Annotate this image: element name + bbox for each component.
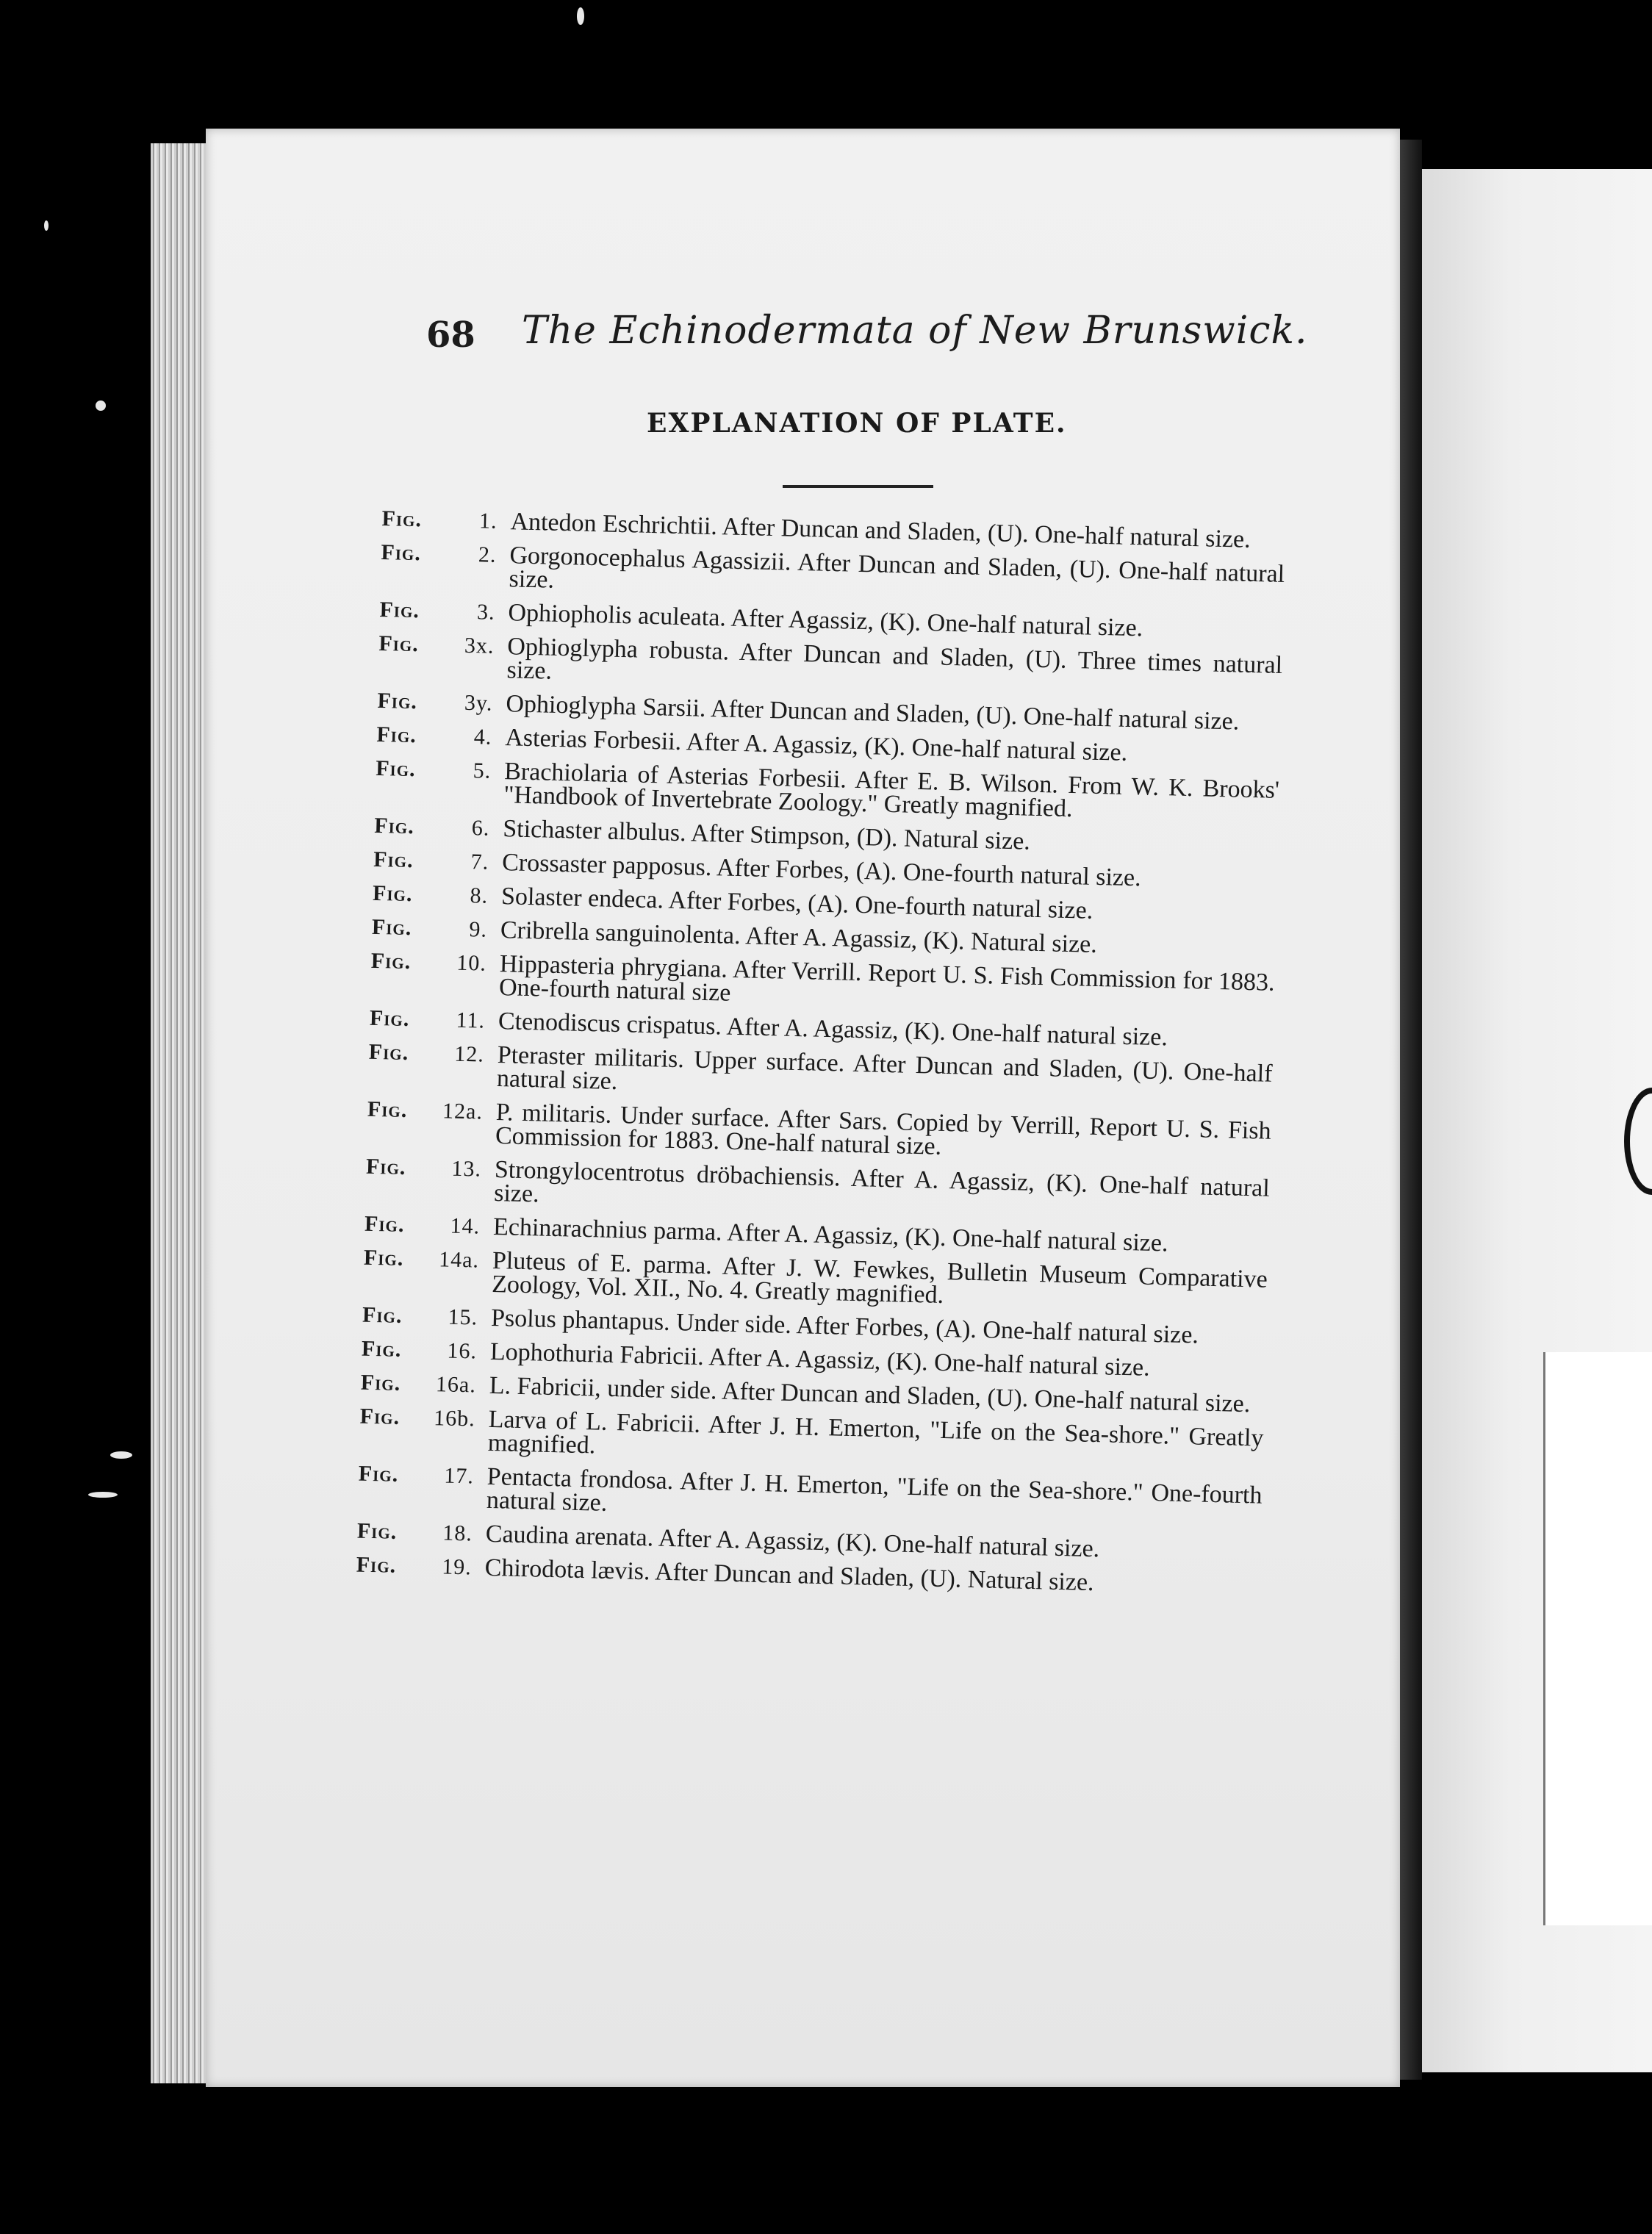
figure-label <box>358 1462 487 1489</box>
figure-number: 14a. <box>438 1247 480 1273</box>
figure-caption: Caudina arenata. After A. Agassiz, (K). One-half natural size. <box>485 1520 1100 1563</box>
figure-caption: Strongylocentrotus dröbachiensis. After A. Agassiz, (K). One-half natural size. <box>493 1156 1271 1208</box>
running-title: The Echinodermata of New Brunswick. <box>522 309 1308 353</box>
figure-label <box>371 949 500 976</box>
figure-label <box>367 1098 497 1124</box>
figure-caption: Solaster endeca. After Forbes, (A). One-fourth natural size. <box>500 883 1093 924</box>
figure-number: 3x. <box>464 633 495 658</box>
figure-number: 1. <box>478 509 498 534</box>
plate-explanation-list <box>356 507 1286 1609</box>
figure-label <box>376 757 505 783</box>
gutter-shadow <box>1400 140 1422 2080</box>
figure-word: Fig. <box>381 539 422 566</box>
figure-label <box>362 1304 492 1330</box>
figure-number: 9. <box>469 917 488 942</box>
figure-number: 18. <box>442 1520 473 1546</box>
figure-word: Fig. <box>370 948 412 974</box>
figure-label <box>379 598 509 625</box>
figure-number: 4. <box>473 725 492 750</box>
figure-word: Fig. <box>379 597 420 623</box>
section-title: EXPLANATION OF PLATE. <box>647 408 1067 439</box>
figure-number: 16a. <box>435 1372 477 1398</box>
figure-label <box>372 916 501 942</box>
figure-number: 12a. <box>442 1099 484 1124</box>
figure-label <box>364 1246 493 1273</box>
figure-caption: Brachiolaria of Asterias Forbesii. After E. B. Wilson. From W. K. Brooks' "Handbook of Invertebrate Zoology." Greatly magnified. <box>503 758 1280 823</box>
figure-number: 8. <box>470 883 489 908</box>
figure-number: 11. <box>456 1008 486 1033</box>
figure-caption: Asterias Forbesii. After A. Agassiz, (K). One-half natural size. <box>504 724 1128 766</box>
figure-word: Fig. <box>372 880 413 907</box>
title-rule <box>783 485 933 488</box>
figure-number: 16. <box>447 1338 478 1364</box>
figure-label <box>378 632 508 658</box>
figure-caption: P. militaris. Under surface. After Sars. Copied by Verrill, Report U. S. Fish Commission for 1883. One-half natural size. <box>495 1099 1272 1160</box>
figure-label <box>359 1405 489 1432</box>
facing-page-fold <box>1543 1352 1652 1925</box>
figure-number: 14. <box>450 1213 481 1239</box>
dust-speck <box>88 1492 118 1498</box>
figure-label <box>376 723 506 750</box>
figure-word: Fig. <box>363 1245 404 1271</box>
page-number: 68 <box>426 315 475 356</box>
figure-number: 10. <box>456 950 487 976</box>
figure-caption: Pentacta frondosa. After J. H. Emerton, "Life on the Sea-shore." One-fourth natural size. <box>486 1462 1263 1517</box>
figure-label <box>368 1041 498 1067</box>
figure-word: Fig. <box>371 914 412 941</box>
figure-caption: Echinarachnius parma. After A. Agassiz, (K). One-half natural size. <box>492 1213 1168 1257</box>
figure-number: 17. <box>443 1463 475 1489</box>
page-edges <box>151 143 209 2083</box>
running-head <box>426 309 1308 367</box>
figure-caption: Pteraster militaris. Upper surface. After Duncan and Sladen, (U). One-half natural size. <box>496 1041 1273 1096</box>
figure-word: Fig. <box>360 1370 401 1396</box>
figure-caption: Crossaster papposus. After Forbes, (A). One-fourth natural size. <box>501 849 1142 892</box>
figure-number: 12. <box>453 1041 485 1067</box>
figure-word: Fig. <box>375 755 417 782</box>
figure-label <box>360 1371 489 1398</box>
figure-word: Fig. <box>358 1461 399 1487</box>
figure-word: Fig. <box>359 1404 401 1429</box>
figure-label <box>362 1337 491 1364</box>
figure-caption: Ophioglypha robusta. After Duncan and Sladen, (U). Three times natural size. <box>506 633 1283 685</box>
figure-label <box>377 689 506 716</box>
figure-word: Fig. <box>376 722 417 748</box>
figure-word: Fig. <box>356 1518 398 1544</box>
figure-number: 15. <box>448 1304 478 1330</box>
figure-caption: Ctenodiscus crispatus. After A. Agassiz, (K). One-half natural size. <box>498 1008 1168 1052</box>
figure-number: 7. <box>470 850 489 874</box>
figure-label <box>370 1007 499 1033</box>
figure-caption: Hippasteria phrygiana. After Verrill. Report U. S. Fish Commission for 1883. One-fourth natural size <box>498 950 1275 1007</box>
figure-number: 5. <box>473 758 492 783</box>
figure-caption: Cribrella sanguinolenta. After A. Agassiz, (K). Natural size. <box>500 916 1098 958</box>
figure-caption: Ophioglypha Sarsii. After Duncan and Sladen, (U). One-half natural size. <box>506 690 1240 736</box>
figure-label <box>364 1213 494 1239</box>
dust-speck <box>110 1451 132 1459</box>
figure-caption: L. Fabricii, under side. After Duncan and Sladen, (U). One-half natural size. <box>489 1371 1251 1418</box>
figure-label <box>357 1520 486 1546</box>
figure-caption: Ophiopholis aculeata. After Agassiz, (K). One-half natural size. <box>508 599 1143 642</box>
figure-word: Fig. <box>378 631 420 657</box>
figure-number: 19. <box>441 1554 473 1580</box>
dust-speck <box>44 220 49 231</box>
figure-label <box>366 1155 495 1182</box>
figure-caption: Lophothuria Fabricii. After A. Agassiz, (K). One-half natural size. <box>489 1337 1151 1382</box>
figure-number: 13. <box>451 1156 482 1182</box>
figure-label <box>381 507 511 534</box>
figure-word: Fig. <box>369 1005 410 1032</box>
figure-label <box>381 541 510 567</box>
figure-number: 3y. <box>464 690 493 716</box>
figure-label <box>373 882 502 908</box>
figure-label <box>356 1554 485 1580</box>
figure-number: 3. <box>476 600 495 625</box>
figure-number: 6. <box>471 816 490 841</box>
figure-word: Fig. <box>374 813 415 839</box>
figure-word: Fig. <box>367 1096 408 1123</box>
figure-word: Fig. <box>373 847 414 873</box>
figure-label <box>373 848 503 874</box>
figure-number: 16b. <box>433 1406 476 1432</box>
figure-word: Fig. <box>368 1039 409 1066</box>
figure-caption: Stichaster albulus. After Stimpson, (D). Natural size. <box>502 815 1031 855</box>
figure-word: Fig. <box>362 1302 403 1328</box>
figure-number: 2. <box>478 542 497 567</box>
figure-word: Fig. <box>381 506 423 532</box>
dust-speck <box>96 401 106 411</box>
figure-caption: Chirodota lævis. After Duncan and Sladen, (U). Natural size. <box>484 1554 1094 1597</box>
dust-speck <box>577 7 584 25</box>
figure-word: Fig. <box>365 1154 406 1180</box>
figure-caption: Pluteus of E. parma. After J. W. Fewkes, Bulletin Museum Comparative Zoology, Vol. XII., No. 4. Greatly magnified. <box>491 1246 1268 1309</box>
figure-caption: Antedon Eschrichtii. After Duncan and Sladen, (U). One-half natural size. <box>510 508 1251 553</box>
figure-word: Fig. <box>356 1552 397 1578</box>
figure-caption: Psolus phantapus. Under side. After Forbes, (A). One-half natural size. <box>490 1304 1199 1349</box>
figure-word: Fig. <box>364 1211 405 1238</box>
figure-caption: Larva of L. Fabricii. After J. H. Emerton, "Life on the Sea-shore." Greatly magnified. <box>487 1405 1264 1459</box>
figure-word: Fig. <box>361 1336 402 1362</box>
figure-caption: Gorgonocephalus Agassizii. After Duncan and Sladen, (U). One-half natural size. <box>509 542 1285 594</box>
figure-word: Fig. <box>377 688 418 714</box>
figure-label <box>374 814 503 841</box>
